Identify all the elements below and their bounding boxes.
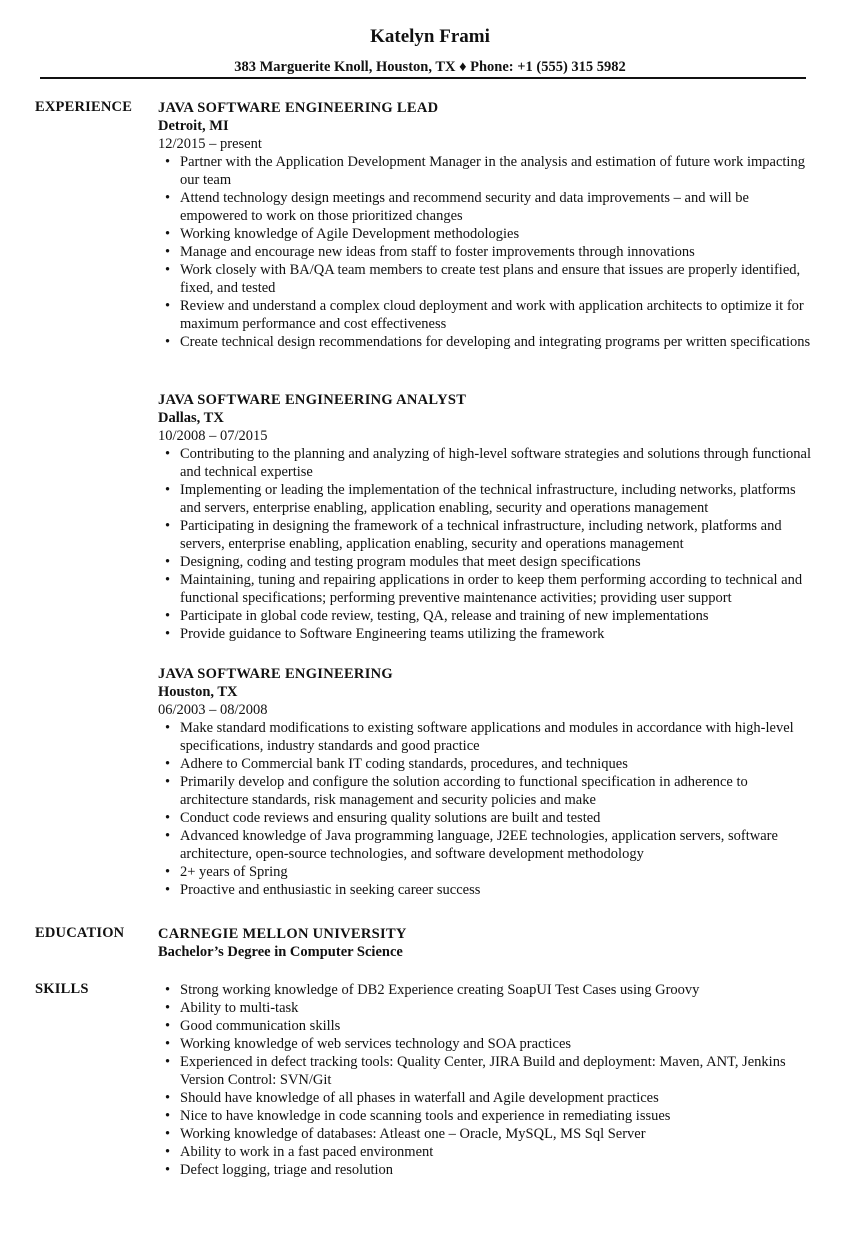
job-dates: 12/2015 – present <box>158 136 262 152</box>
list-item: • Nice to have knowledge in code scanning tools and experience in remediating issues <box>158 1107 818 1125</box>
list-item: • Strong working knowledge of DB2 Experience creating SoapUI Test Cases using Groovy <box>158 981 818 999</box>
list-item: • Attend technology design meetings and recommend security and data improvements – and will be empowered to work on those prioritized changes <box>158 189 818 225</box>
job-dates: 10/2008 – 07/2015 <box>158 428 268 444</box>
list-item: • Should have knowledge of all phases in waterfall and Agile development practices <box>158 1089 818 1107</box>
list-item: • Proactive and enthusiastic in seeking career success <box>158 881 818 899</box>
list-item: • Experienced in defect tracking tools: Quality Center, JIRA Build and deployment: Maven, ANT, Jenkins Version Control: SVN/Git <box>158 1053 818 1089</box>
school-name: CARNEGIE MELLON UNIVERSITY <box>158 926 407 942</box>
job-duties <box>158 445 818 643</box>
list-item: • Defect logging, triage and resolution <box>158 1161 818 1179</box>
list-item: • Working knowledge of Agile Development methodologies <box>158 225 818 243</box>
job-location: Dallas, TX <box>158 410 224 426</box>
list-item: • Participate in global code review, testing, QA, release and training of new implementations <box>158 607 818 625</box>
list-item: • Adhere to Commercial bank IT coding standards, procedures, and techniques <box>158 755 818 773</box>
job-entry-3 <box>158 665 818 899</box>
education-entry <box>158 925 818 961</box>
list-item: • Advanced knowledge of Java programming language, J2EE technologies, application servers, software architecture, open-source technologies, and software development methodology <box>158 827 818 863</box>
education-heading: EDUCATION <box>35 925 125 941</box>
job-title: JAVA SOFTWARE ENGINEERING <box>158 666 393 682</box>
header-divider <box>40 77 806 79</box>
job-dates: 06/2003 – 08/2008 <box>158 702 268 718</box>
job-location: Houston, TX <box>158 684 238 700</box>
list-item: • Working knowledge of databases: Atleast one – Oracle, MySQL, MS Sql Server <box>158 1125 818 1143</box>
job-location: Detroit, MI <box>158 118 229 134</box>
list-item: • Implementing or leading the implementation of the technical infrastructure, including networks, platforms and servers, enterprise enabling, application enabling, security and operations management <box>158 481 818 517</box>
job-title: JAVA SOFTWARE ENGINEERING LEAD <box>158 100 439 116</box>
list-item: • Maintaining, tuning and repairing applications in order to keep them performing according to technical and functional specifications; performing preventive maintenance activities; providing user support <box>158 571 818 607</box>
skills-list <box>158 981 818 1179</box>
job-duties <box>158 153 818 351</box>
list-item: • Create technical design recommendations for developing and integrating programs per written specifications <box>158 333 818 351</box>
list-item: • Working knowledge of web services technology and SOA practices <box>158 1035 818 1053</box>
list-item: • Primarily develop and configure the solution according to functional specification in adherence to architecture standards, risk management and security policies and make <box>158 773 818 809</box>
experience-heading: EXPERIENCE <box>35 99 133 115</box>
job-entry-1 <box>158 99 818 351</box>
list-item: • Manage and encourage new ideas from staff to foster improvements through innovations <box>158 243 818 261</box>
list-item: • Contributing to the planning and analyzing of high-level software strategies and solutions through functional and technical expertise <box>158 445 818 481</box>
list-item: • Conduct code reviews and ensuring quality solutions are built and tested <box>158 809 818 827</box>
contact-line: 383 Marguerite Knoll, Houston, TX ♦ Phone: +1 (555) 315 5982 <box>234 59 626 75</box>
list-item: • Participating in designing the framework of a technical infrastructure, including network, platforms and servers, enterprise enabling, application enabling, security and operations management <box>158 517 818 553</box>
list-item: • Designing, coding and testing program modules that meet design specifications <box>158 553 818 571</box>
list-item: • 2+ years of Spring <box>158 863 818 881</box>
list-item: • Good communication skills <box>158 1017 818 1035</box>
list-item: • Review and understand a complex cloud deployment and work with application architects to optimize it for maximum performance and cost effectiveness <box>158 297 818 333</box>
list-item: • Make standard modifications to existing software applications and modules in accordance with high-level specifications, industry standards and good practice <box>158 719 818 755</box>
skills-heading: SKILLS <box>35 981 89 997</box>
job-entry-2 <box>158 391 818 643</box>
job-duties <box>158 719 818 899</box>
list-item: • Partner with the Application Development Manager in the analysis and estimation of future work impacting our team <box>158 153 818 189</box>
skills-list-block <box>158 981 818 1179</box>
list-item: • Work closely with BA/QA team members to create test plans and ensure that issues are properly identified, fixed, and tested <box>158 261 818 297</box>
job-title: JAVA SOFTWARE ENGINEERING ANALYST <box>158 392 467 408</box>
list-item: • Ability to work in a fast paced environment <box>158 1143 818 1161</box>
list-item: • Provide guidance to Software Engineering teams utilizing the framework <box>158 625 818 643</box>
candidate-name: Katelyn Frami <box>370 26 490 47</box>
degree: Bachelor’s Degree in Computer Science <box>158 944 403 960</box>
list-item: • Ability to multi-task <box>158 999 818 1017</box>
